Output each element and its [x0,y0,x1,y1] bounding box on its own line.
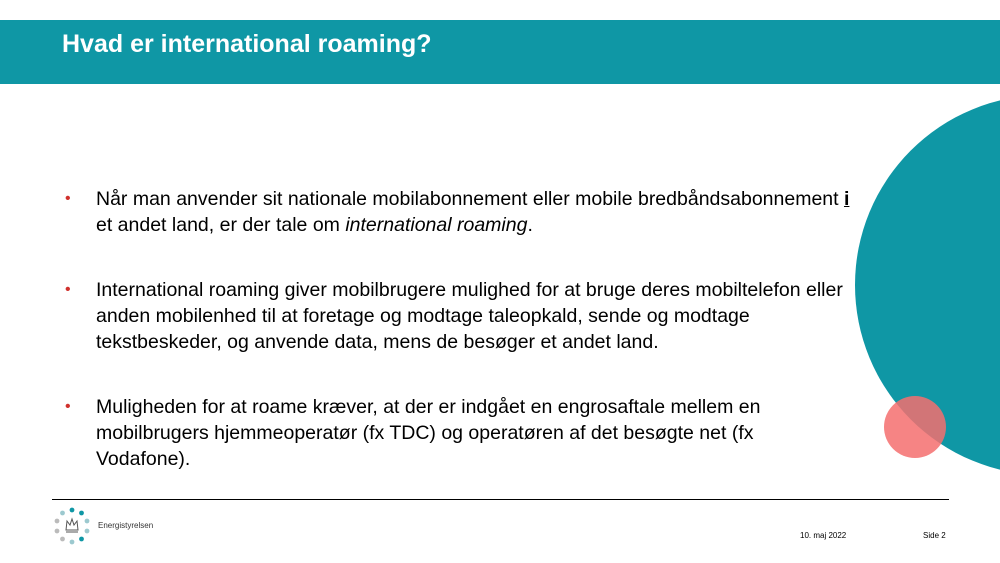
emphasis-text: i [843,188,850,210]
bullet-list [60,186,850,472]
slide-date: 10. maj 2022 [800,531,847,540]
decorative-coral-circle [884,396,946,458]
page-number: Side 2 [923,531,946,540]
bullet-marker: • [65,398,71,415]
bullet-text: et andet land, er der tale om [96,214,346,236]
bullet-text: Når man anvender sit nationale mobilabonnement eller mobile bredbåndsabonnement [96,188,844,210]
bullet-text: Muligheden for at roame kræver, at der er indgået en engrosaftale mellem en mobilbrugers hjemmeoperatør (fx TDC) og operatøren af det besøgte net (fx Vodafone). [96,396,761,470]
bullet-text: . [527,214,533,236]
crown-dots-logo-icon [52,506,92,546]
bullet-item [60,277,850,355]
org-name: Energistyrelsen [98,521,154,530]
bullet-marker: • [65,281,71,298]
bullet-marker: • [65,190,71,207]
italic-term: international roaming [345,214,528,236]
slide-title: Hvad er international roaming? [62,30,432,58]
bullet-item [60,186,850,238]
bullet-text: International roaming giver mobilbrugere mulighed for at bruge deres mobiltelefon eller anden mobilenhed til at foretage og modtage taleopkald, sende og modtage tekstbeskeder, og anvende data, mens de besøger et andet land. [96,279,843,353]
footer-divider [52,499,949,500]
bullet-item [60,394,850,472]
